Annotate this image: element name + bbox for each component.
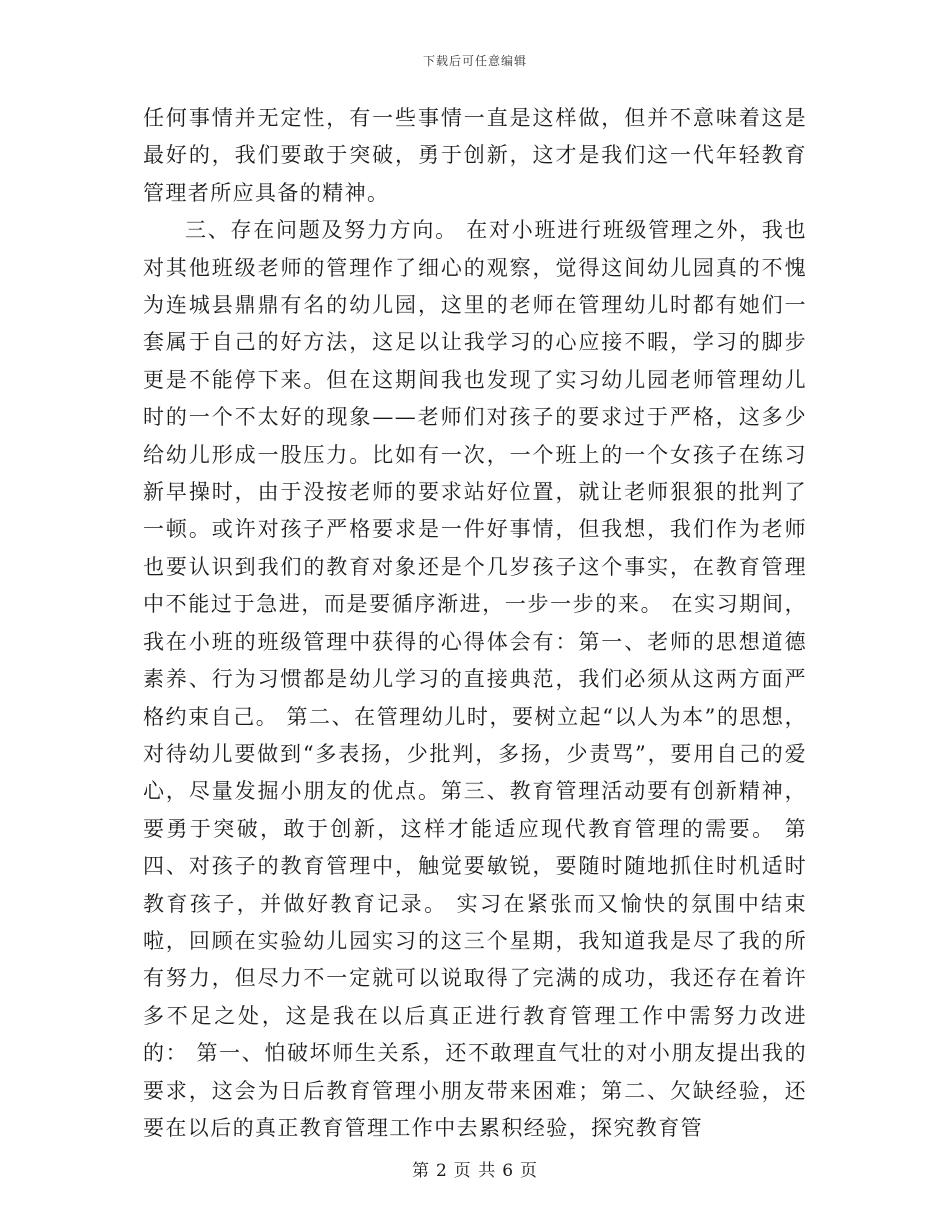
body-paragraph-section-three: 三、存在问题及努力方向。 在对小班进行班级管理之外，我也对其他班级老师的管理作了细心的观察，觉得这间幼儿园真的不愧为连城县鼎鼎有名的幼儿园，这里的老师在管理幼儿时都有她们一套属于自己的好方法，这足以让我学习的心应接不暇，学习的脚步更是不能停下来。但在这期间我也发现了实习幼儿园老师管理幼儿时的一个不太好的现象——老师们对孩子的要求过于严格，这多少给幼儿形成一股压力。比如有一次，一个班上的一个女孩子在练习新早操时，由于没按老师的要求站好位置，就让老师狠狠的批判了一顿。或许对孩子严格要求是一件好事情，但我想，我们作为老师也要认识到我们的教育对象还是个几岁孩子这个事实，在教育管理中不能过于急进，而是要循序渐进，一步一步的来。 在实习期间，我在小班的班级管理中获得的心得体会有：第一、老师的思想道德素养、行为习惯都是幼儿学习的直接典范，我们必须从这两方面严格约束自己。 第二、在管理幼儿时，要树立起“以人为本”的思想，对待幼儿要做到“多表扬，少批判，多扬，少责骂”，要用自己的爱心，尽量发掘小朋友的优点。第三、教育管理活动要有创新精神，要勇于突破，敢于创新，这样才能适应现代教育管理的需要。 第四、对孩子的教育管理中，触觉要敏锐，要随时随地抓住时机适时教育孩子，并做好教育记录。 实习在紧张而又愉快的氛围中结束啦，回顾在实验幼儿园实习的这三个星期，我知道我是尽了我的所有努力，但尽力不一定就可以说取得了完满的成功，我还存在着许多不足之处，这是我在以后真正进行教育管理工作中需努力改进的： 第一、怕破坏师生关系，还不敢理直气壮的对小朋友提出我的要求，这会为日后教育管理小朋友带来困难；第二、欠缺经验，还要在以后的真正教育管理工作中去累积经验，探究教育管 — [143, 218, 807, 1140]
document-body — [143, 100, 807, 1147]
page-number-footer — [0, 1156, 950, 1181]
body-paragraph-continuation: 任何事情并无定性，有一些事情一直是这样做，但并不意味着这是最好的，我们要敢于突破，勇于创新，这才是我们这一代年轻教育管理者所应具备的精神。 — [143, 106, 807, 205]
footer-middle: 页 共 — [453, 1161, 497, 1181]
footer-suffix: 页 — [520, 1161, 539, 1181]
page-header-note: 下载后可任意编辑 — [422, 54, 527, 68]
footer-prefix: 第 — [411, 1161, 430, 1181]
footer-current-page: 2 — [435, 1161, 448, 1181]
footer-total-pages: 6 — [502, 1161, 515, 1181]
